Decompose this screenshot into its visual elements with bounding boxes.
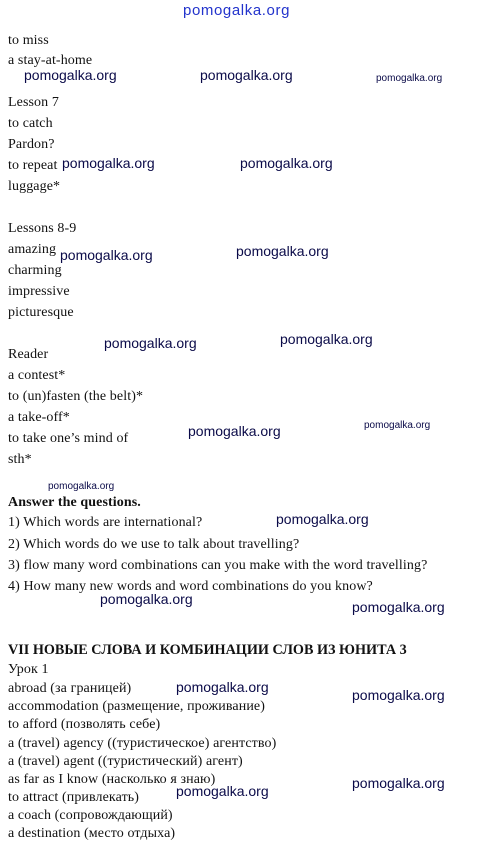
section-heading: Reader <box>8 347 49 362</box>
text-line: to catch <box>8 116 53 131</box>
watermark: pomogalka.org <box>352 687 445 703</box>
watermark: pomogalka.org <box>200 67 293 83</box>
lesson-heading: Урок 1 <box>8 662 49 677</box>
watermark: pomogalka.org <box>352 775 445 791</box>
watermark: pomogalka.org <box>60 247 153 263</box>
watermark: pomogalka.org <box>240 155 333 171</box>
vocabulary-item: to afford (позволять себе) <box>8 717 161 732</box>
question: 1) Which words are international? <box>8 515 203 530</box>
watermark: pomogalka.org <box>376 73 443 84</box>
text-line: picturesque <box>8 305 74 320</box>
watermark: pomogalka.org <box>24 67 117 83</box>
question: 2) Which words do we use to talk about travelling? <box>8 537 300 552</box>
vocabulary-item: a (travel) agent ((туристический) агент) <box>8 754 243 769</box>
text-line: impressive <box>8 284 70 299</box>
watermark: pomogalka.org <box>100 591 193 607</box>
text-line: sth* <box>8 452 32 467</box>
vocabulary-item: as far as I know (насколько я знаю) <box>8 772 216 787</box>
watermark: pomogalka.org <box>48 481 115 492</box>
lesson-heading: Lesson 7 <box>8 95 59 110</box>
watermark: pomogalka.org <box>188 423 281 439</box>
text-line: to (un)fasten (the belt)* <box>8 389 144 404</box>
text-line: Pardon? <box>8 137 55 152</box>
task-heading: Answer the questions. <box>8 495 141 510</box>
vocabulary-item: a (travel) agency ((туристическое) агентство) <box>8 736 277 751</box>
text-line: amazing <box>8 242 57 257</box>
text-line: to take one’s mind of <box>8 431 129 446</box>
watermark: pomogalka.org <box>62 155 155 171</box>
vocabulary-item: abroad (за границей) <box>8 681 132 696</box>
watermark: pomogalka.org <box>236 243 329 259</box>
watermark-top: pomogalka.org <box>183 2 291 19</box>
watermark: pomogalka.org <box>280 331 373 347</box>
text-line: charming <box>8 263 62 278</box>
watermark: pomogalka.org <box>276 511 369 527</box>
text-line: a take-off* <box>8 410 70 425</box>
watermark: pomogalka.org <box>352 599 445 615</box>
watermark: pomogalka.org <box>176 783 269 799</box>
text-line: a contest* <box>8 368 66 383</box>
lesson-heading: Lessons 8-9 <box>8 221 77 236</box>
question: 4) How many new words and word combinations do you know? <box>8 579 373 594</box>
watermark: pomogalka.org <box>176 679 269 695</box>
section-title: VII НОВЫЕ СЛОВА И КОМБИНАЦИИ СЛОВ ИЗ ЮНИТА 3 <box>8 642 407 658</box>
text-line: to miss <box>8 33 49 48</box>
vocabulary-item: to attract (привлекать) <box>8 790 140 805</box>
watermark: pomogalka.org <box>364 420 431 431</box>
text-line: a stay-at-home <box>8 53 93 68</box>
vocabulary-item: accommodation (размещение, проживание) <box>8 699 265 714</box>
watermark: pomogalka.org <box>104 335 197 351</box>
vocabulary-item: a coach (сопровождающий) <box>8 808 173 823</box>
text-line: luggage* <box>8 179 61 194</box>
text-line: to repeat <box>8 158 58 173</box>
vocabulary-item: a destination (место отдыха) <box>8 826 176 841</box>
question: 3) flow many word combinations can you make with the word travelling? <box>8 558 428 573</box>
